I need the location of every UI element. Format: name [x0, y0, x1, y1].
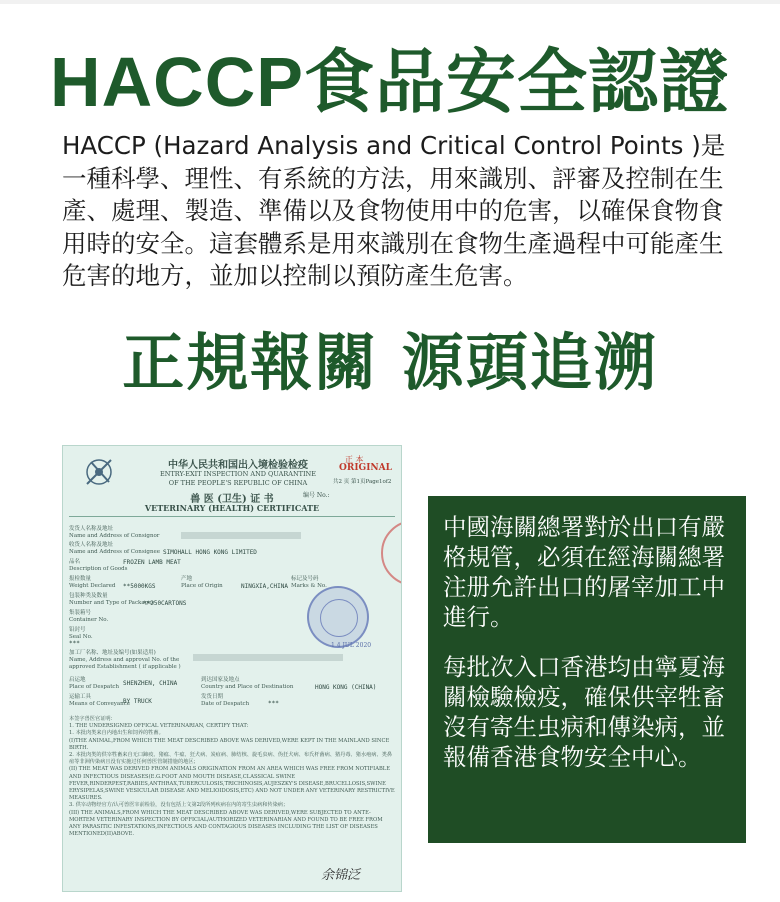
section-heading: 正規報關 源頭追溯	[122, 326, 658, 399]
field-establishment-en: Name, Address and approval No. of the approved Establishment ( if applicable )	[69, 657, 181, 670]
destination-label-cn: 到达国家及地点	[201, 677, 240, 683]
cert-line: (I)THE ANIMAL,FROM WHICH THE MEAT DESCRIBED ABOVE WAS DERIVED,WERE KEPT IN THE MAINLAND SINCE BIRTH.	[69, 737, 390, 751]
field-weight-en: Weight Declared	[69, 583, 116, 589]
inspection-emblem-icon	[79, 454, 119, 490]
cert-title-en: VETERINARY (HEALTH) CERTIFICATE	[144, 503, 320, 513]
redacted-value	[193, 654, 343, 661]
top-divider	[0, 0, 780, 4]
certificate-body	[69, 716, 395, 838]
info-paragraph-1: 中國海關總署對於出口有嚴格規管，必須在經海關總署注册允許出口的屠宰加工中進行。	[443, 513, 725, 631]
original-mark-en: ORIGINAL	[339, 463, 392, 473]
marks-label-cn: 标记及号码	[291, 576, 319, 582]
field-goods-cn: 品名	[69, 559, 81, 565]
stamp-date: 1 4 JUL 2020	[331, 642, 372, 649]
cert-header-en-2: OF THE PEOPLE'S REPUBLIC OF CHINA	[168, 479, 308, 487]
redacted-value	[181, 532, 301, 539]
field-consignee-cn: 收货人名称及地址	[69, 542, 114, 548]
cert-line: 本签字兽医官证明：	[69, 716, 116, 722]
page-serial: 共2 页 第1页Page1of2	[333, 479, 392, 485]
consignee-value: SIMOHALL HONG KONG LIMITED	[163, 549, 257, 556]
page-title: HACCP食品安全認證	[50, 43, 730, 121]
cert-line: (III) THE ANIMALS,FROM WHICH THE MEAT DESCRIBED ABOVE WAS DERIVED,WERE SUBJECTED TO ANTE-MORTEM VETERINARY INSPECTION BY OFFICIAL/AUTHORIZED VETERINARIAN AND FOUND TO BE FREE FROM ANY PARASITIC INFESTATIONS,INFECTIOUS AND CONTAGIOUS DISEASES INCLUDING THE LIST OF DISEASES MENTIONED(II)ABOVE.	[69, 809, 383, 838]
origin-label-en: Place of Origin	[181, 583, 223, 589]
field-consignor-cn: 发货人名称及地址	[69, 526, 114, 532]
goods-value: FROZEN LAMB MEAT	[123, 559, 181, 566]
field-packages-cn: 包装种类及数量	[69, 593, 108, 599]
weight-value: **5000KGS	[123, 583, 156, 590]
field-consignor-en: Name and Address of Consignor	[69, 533, 160, 539]
veterinary-certificate-image	[62, 445, 402, 892]
origin-label-cn: 产地	[181, 576, 193, 582]
field-goods-en: Description of Goods	[69, 566, 128, 572]
conveyance-value: BY TRUCK	[123, 698, 152, 705]
field-despatch-en: Place of Despatch	[69, 684, 120, 690]
origin-value: NINGXIA,CHINA	[241, 583, 288, 590]
field-container-en: Container No.	[69, 617, 109, 623]
field-establishment-cn: 加工厂名称、地址及编号(如果适用)	[69, 650, 156, 656]
destination-value: HONG KONG (CHINA)	[315, 684, 377, 691]
field-consignee-en: Name and Address of Consignee	[69, 549, 161, 555]
inspector-signature: 余锦泛	[321, 868, 361, 883]
field-weight-cn: 报检数量	[69, 576, 92, 582]
cert-line: 3. 供宰动物经官方/认可兽医宰前检验，没有包括上文第2段所列疾病在内的寄生虫病和传染病；	[69, 802, 289, 809]
cert-title-cn: 兽 医 (卫生) 证 书	[190, 494, 274, 505]
field-conveyance-cn: 运输工具	[69, 694, 92, 700]
field-seal-en: Seal No.	[69, 634, 93, 640]
original-mark-cn: 正 本	[345, 455, 364, 464]
cert-line: 2. 本批肉类的供宰牲畜来自无口蹄疫、猪瘟、牛瘟、狂犬病、炭疽病、肺结核、旋毛虫病、伪狂犬病、布氏杆菌病、猪丹毒、猪水疱病、类鼻疽等非洲传染病且没有实施过任何兽医管制措施的地区；	[69, 752, 393, 766]
date-label-cn: 发货日期	[201, 694, 224, 700]
field-seal-cn: 铅封号	[69, 627, 86, 633]
date-label-en: Date of Despatch	[201, 701, 250, 707]
doc-number-label: 编号 No.:	[303, 492, 330, 499]
cert-line: (II) THE MEAT WAS DERIVED FROM ANIMALS ORIGINATION FROM AN AREA WHICH WAS FREE FROM NOTIFIABLE AND INFECTIOUS DISEASES(E.G.FOOT AND MOUTH DISEASE,CLASSICAL SWINE FEVER,RINDERPEST,RABIES,ANTHRAX,TUBERCULOSIS,TRICHINOSIS,AUJESZKY'S DISEASE,BRUCELLOSIS,SWINE ERYSIPELAS,SWINE VESICULAR DISEASE AND MELIOIDOSIS,ETC) AND NOT UNDER ANY VETERINARY RESTRICTIVE MEASURES.	[69, 766, 395, 802]
red-seal-stamp	[381, 520, 402, 586]
cert-header-cn: 中华人民共和国出入境检验检疫	[168, 460, 308, 471]
info-paragraph-2: 每批次入口香港均由寧夏海關檢驗檢疫，確保供宰牲畜沒有寄生虫病和傳染病，並報備香港食物安全中心。	[443, 653, 725, 771]
field-conveyance-en: Means of Conveyance	[69, 701, 131, 707]
seal-value: ***	[69, 640, 80, 647]
cert-line: 1. 本批肉类来自内地出生和饲养的牲畜。	[69, 730, 164, 737]
marks-label-en: Marks & No.	[291, 583, 327, 589]
cert-divider	[69, 516, 395, 517]
info-panel	[428, 496, 746, 843]
destination-label-en: Country and Place of Destination	[201, 684, 294, 690]
cert-line: 1. THE UNDERSIGNED OFFICAL VETERINARIAN, CERTIFY THAT:	[69, 723, 249, 730]
despatch-value: SHENZHEN, CHINA	[123, 680, 178, 687]
packages-value: **250CARTONS	[143, 600, 187, 607]
cert-header-en-1: ENTRY-EXIT INSPECTION AND QUARANTINE	[160, 470, 316, 478]
field-packages-en: Number and Type of Packages	[69, 600, 155, 606]
field-container-cn: 集装箱号	[69, 610, 92, 616]
field-despatch-cn: 启运地	[69, 677, 86, 683]
haccp-description: HACCP (Hazard Analysis and Critical Control Points )是一種科學、理性、有系統的方法，用來識別、評審及控制在生產、處理、製造、準備以及食物使用中的危害，以確保食物食用時的安全。這套體系是用來識別在食物生產過程中可能產生危害的地方，並加以控制以預防產生危害。	[62, 131, 726, 290]
blue-inspection-stamp	[307, 586, 372, 649]
date-value: ***	[268, 700, 279, 707]
